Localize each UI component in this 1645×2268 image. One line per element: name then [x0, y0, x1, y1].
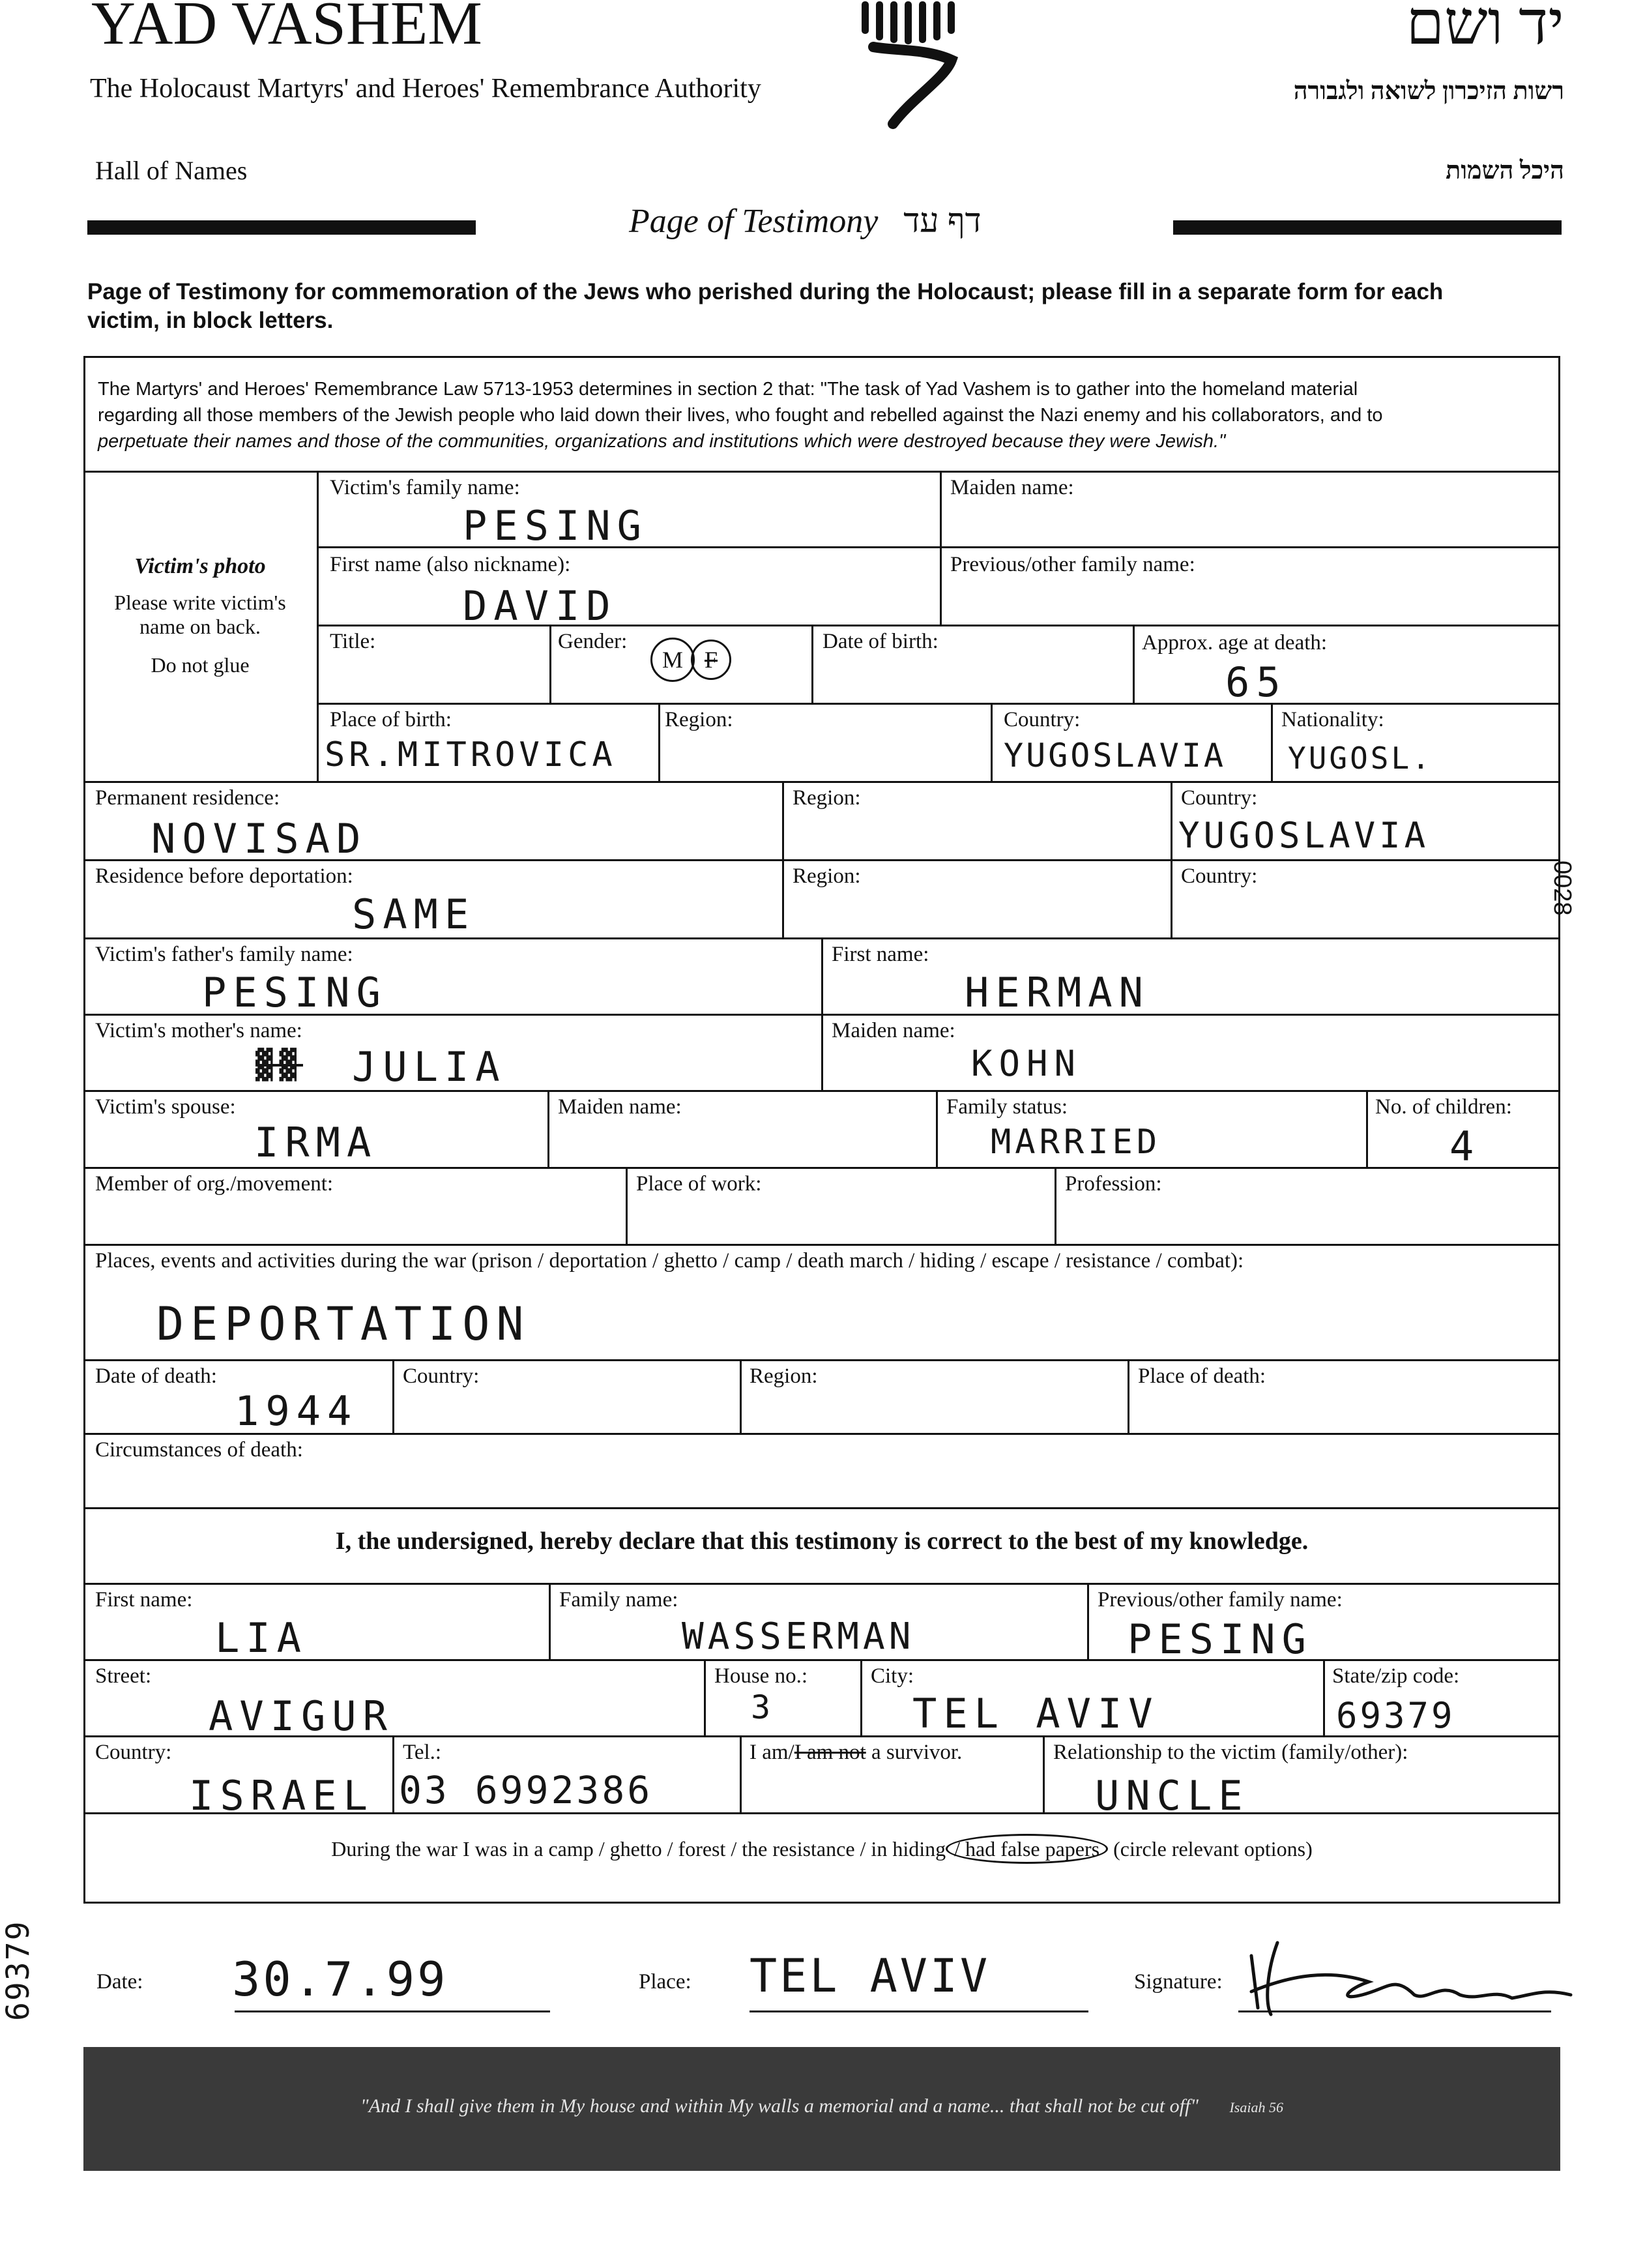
hall-of-names-he: היכל השמות: [1446, 157, 1564, 184]
label-before-dep-country: Country:: [1181, 864, 1258, 888]
value-residence-country: YUGOSLAVIA: [1178, 815, 1430, 856]
vrule-status: [1366, 1090, 1368, 1167]
label-dob: Date of birth:: [822, 630, 939, 653]
value-family-name: PESING: [463, 502, 648, 550]
value-date-of-death: 1944: [235, 1387, 358, 1435]
value-family-status: MARRIED: [991, 1123, 1161, 1162]
signature-underline: [1238, 2010, 1551, 2012]
label-signature: Signature:: [1134, 1970, 1223, 1994]
label-residence-country: Country:: [1181, 786, 1258, 810]
label-before-dep-region: Region:: [793, 864, 861, 888]
value-pob-country: YUGOSLAVIA: [1004, 737, 1227, 774]
page-title: [629, 202, 982, 241]
survivor-statement: [750, 1741, 962, 1765]
label-gender: Gender:: [558, 630, 628, 653]
hall-of-names-en: Hall of Names: [95, 156, 248, 185]
vrule-photo: [317, 471, 319, 781]
footer-quote: [83, 2095, 1560, 2117]
date-underline: [235, 2010, 550, 2012]
rule-row3: [317, 703, 1560, 705]
footer-band: [83, 2047, 1560, 2171]
vrule-country: [392, 1735, 394, 1812]
label-sub-first: First name:: [95, 1588, 193, 1612]
label-death-place: Place of death:: [1138, 1364, 1266, 1388]
value-date: 30.7.99: [232, 1952, 448, 2007]
label-date: Date:: [96, 1970, 143, 1994]
label-residence: Permanent residence:: [95, 786, 280, 810]
war-options: During the war I was in a camp / ghetto / forest / the resistance / in hiding: [331, 1837, 946, 1861]
rule-row14: [83, 1583, 1560, 1585]
label-residence-region: Region:: [793, 786, 861, 810]
vrule-gender: [811, 625, 813, 703]
value-sub-country: ISRAEL: [189, 1772, 374, 1819]
label-pob-region: Region:: [665, 708, 733, 731]
value-children: 4: [1449, 1123, 1481, 1170]
vrule-tel: [740, 1735, 742, 1812]
value-spouse: IRMA: [254, 1119, 378, 1166]
value-sub-prev: PESING: [1128, 1615, 1313, 1663]
label-children: No. of children:: [1375, 1095, 1512, 1119]
photo-note-2: name on back.: [139, 615, 261, 638]
value-house-no: 3: [751, 1688, 778, 1726]
label-places-events: Places, events and activities during the war (prison / deportation / ghetto / camp / death march / hiding / escape / resistance / combat):: [95, 1249, 1244, 1273]
label-family-name: Victim's family name:: [330, 476, 520, 499]
label-before-deportation: Residence before deportation:: [95, 864, 353, 888]
value-sub-first: LIA: [215, 1614, 308, 1662]
authority-en: The Holocaust Martyrs' and Heroes' Remembrance Authority: [90, 74, 761, 104]
vrule-street: [704, 1659, 706, 1735]
label-place: Place:: [639, 1970, 691, 1994]
signature: [1238, 1930, 1577, 2034]
value-tel: 03 6992386: [399, 1768, 653, 1812]
value-father-family: PESING: [202, 969, 387, 1016]
law-text: [98, 376, 1551, 454]
photo-note-3: Do not glue: [151, 653, 250, 677]
label-mother-maiden: Maiden name:: [832, 1019, 955, 1042]
value-first-name: DAVID: [463, 582, 617, 630]
label-circumstances: Circumstances of death:: [95, 1438, 303, 1462]
label-father-first: First name:: [832, 943, 929, 966]
vrule-res: [782, 781, 784, 937]
label-sub-country: Country:: [95, 1741, 172, 1764]
label-tel: Tel.:: [403, 1741, 442, 1764]
vrule-city: [1323, 1659, 1325, 1735]
value-city: TEL AVIV: [912, 1690, 1159, 1737]
vrule-pob-country: [1271, 703, 1273, 781]
value-mother-maiden: KOHN: [971, 1043, 1083, 1084]
label-spouse: Victim's spouse:: [95, 1095, 236, 1119]
label-city: City:: [871, 1664, 914, 1688]
declaration: I, the undersigned, hereby declare that this testimony is correct to the best of my knowledge.: [335, 1527, 1309, 1555]
label-age: Approx. age at death:: [1142, 631, 1328, 655]
label-spouse-maiden: Maiden name:: [558, 1095, 682, 1119]
vrule-pob-region: [991, 703, 993, 781]
logo-stroke: [873, 47, 952, 124]
label-zip: State/zip code:: [1332, 1664, 1460, 1688]
value-street: AVIGUR: [209, 1692, 394, 1740]
label-prev-family: Previous/other family name:: [950, 553, 1195, 576]
margin-handwritten-number: 69379: [0, 1920, 36, 2021]
war-note: (circle relevant options): [1108, 1837, 1313, 1861]
label-family-status: Family status:: [946, 1095, 1068, 1119]
vrule-sub-first: [549, 1583, 551, 1659]
menorah-flames: [862, 1, 955, 44]
war-statement: [83, 1837, 1560, 1861]
rule-row10: [83, 1244, 1560, 1246]
instructions: Page of Testimony for commemoration of the Jews who perished during the Holocaust; please fill in a separate form for each victim, in block letters.: [87, 279, 1444, 333]
vrule-dod: [392, 1359, 394, 1433]
label-relationship: Relationship to the victim (family/other):: [1053, 1741, 1408, 1764]
value-residence: NOVISAD: [151, 815, 368, 862]
vrule-work: [1055, 1167, 1056, 1244]
footer-citation: Isaiah 56: [1229, 2099, 1283, 2115]
photo-title: Victim's photo: [134, 554, 266, 578]
rule-after-law: [83, 471, 1560, 473]
vrule-house: [860, 1659, 862, 1735]
label-death-region: Region:: [750, 1364, 818, 1388]
label-nationality: Nationality:: [1281, 708, 1384, 731]
vrule-dob: [1133, 625, 1135, 703]
gender-options: [650, 638, 731, 682]
yad-vashem-logo: [854, 0, 971, 130]
label-pob: Place of birth:: [330, 708, 452, 731]
label-maiden-name: Maiden name:: [950, 476, 1074, 499]
survivor-post: a survivor.: [866, 1741, 963, 1764]
label-sub-family: Family name:: [559, 1588, 678, 1612]
gender-m-circled: M: [650, 638, 695, 682]
survivor-pre: I am/: [750, 1741, 794, 1764]
title-rule-right: [1173, 220, 1562, 235]
value-father-first: HERMAN: [965, 969, 1150, 1016]
org-name-en: YAD VASHEM: [91, 0, 482, 57]
value-zip: 69379: [1336, 1695, 1455, 1736]
value-nationality: YUGOSL.: [1288, 741, 1433, 776]
vrule-member: [626, 1167, 628, 1244]
vrule-sub-family: [1087, 1583, 1089, 1659]
page-title-he: דף עד: [903, 203, 982, 240]
photo-box: [85, 554, 315, 677]
label-profession: Profession:: [1065, 1172, 1162, 1196]
label-title: Title:: [330, 630, 376, 653]
war-circled-option: / had false papers: [946, 1834, 1108, 1864]
org-name-he: יד ושם: [1406, 0, 1564, 57]
vrule-spouse-maiden: [936, 1090, 938, 1167]
law-line-2: regarding all those members of the Jewish people who laid down their lives, who fought and rebelled against the Nazi enemy and his collaborators, and to: [98, 405, 1383, 426]
rule-row11: [83, 1359, 1560, 1361]
rule-row13: [83, 1507, 1560, 1509]
label-member: Member of org./movement:: [95, 1172, 334, 1196]
footer-quote-text: "And I shall give them in My house and within My walls a memorial and a name... that shall not be cut off": [360, 2095, 1199, 2117]
archive-number: 0028: [1549, 861, 1576, 916]
label-street: Street:: [95, 1664, 152, 1688]
label-sub-prev: Previous/other family name:: [1098, 1588, 1343, 1612]
mother-strikeout: ▓▓: [255, 1048, 303, 1082]
value-age: 65: [1225, 658, 1287, 706]
value-mother: JULIA: [352, 1043, 506, 1091]
value-places-events: DEPORTATION: [156, 1297, 531, 1351]
label-house-no: House no.:: [714, 1664, 808, 1688]
authority-he: רשות הזיכרון לשואה ולגבורה: [1293, 78, 1564, 105]
photo-note-1: Please write victim's: [114, 591, 286, 614]
law-line-1: The Martyrs' and Heroes' Remembrance Law 5713-1953 determines in section 2 that: "The task of Yad Vashem is to gather into the homeland material: [98, 379, 1358, 400]
rule-row4: [83, 781, 1560, 783]
vrule-pob: [658, 703, 660, 781]
label-pob-country: Country:: [1004, 708, 1081, 731]
label-father-family: Victim's father's family name:: [95, 943, 353, 966]
survivor-struck: I am not: [794, 1741, 866, 1764]
vrule-survivor: [1043, 1735, 1045, 1812]
vrule-title: [549, 625, 551, 703]
page-title-en: Page of Testimony: [629, 203, 879, 240]
label-place-of-work: Place of work:: [636, 1172, 762, 1196]
label-death-country: Country:: [403, 1364, 480, 1388]
rule-row8: [83, 1090, 1560, 1092]
vrule-death-country: [740, 1359, 742, 1433]
title-rule-left: [87, 220, 476, 235]
value-place: TEL AVIV: [750, 1949, 991, 2003]
place-underline: [750, 2010, 1088, 2012]
gender-f: F: [691, 640, 731, 680]
value-sub-family: WASSERMAN: [682, 1615, 915, 1658]
value-relationship: UNCLE: [1095, 1772, 1249, 1819]
rule-row9: [83, 1167, 1560, 1169]
value-before-deportation: SAME: [352, 891, 476, 938]
value-pob: SR.MITROVICA: [325, 735, 617, 774]
label-first-name: First name (also nickname):: [330, 553, 571, 576]
vrule-spouse: [547, 1090, 549, 1167]
law-line-3: perpetuate their names and those of the communities, organizations and institutions which were destroyed because they were Jewish.": [98, 431, 1226, 452]
vrule-res-region: [1171, 781, 1172, 937]
vrule-r1: [940, 471, 942, 625]
label-mother: Victim's mother's name:: [95, 1019, 302, 1042]
vrule-father: [821, 937, 823, 1090]
vrule-death-region: [1128, 1359, 1129, 1433]
label-date-of-death: Date of death:: [95, 1364, 217, 1388]
